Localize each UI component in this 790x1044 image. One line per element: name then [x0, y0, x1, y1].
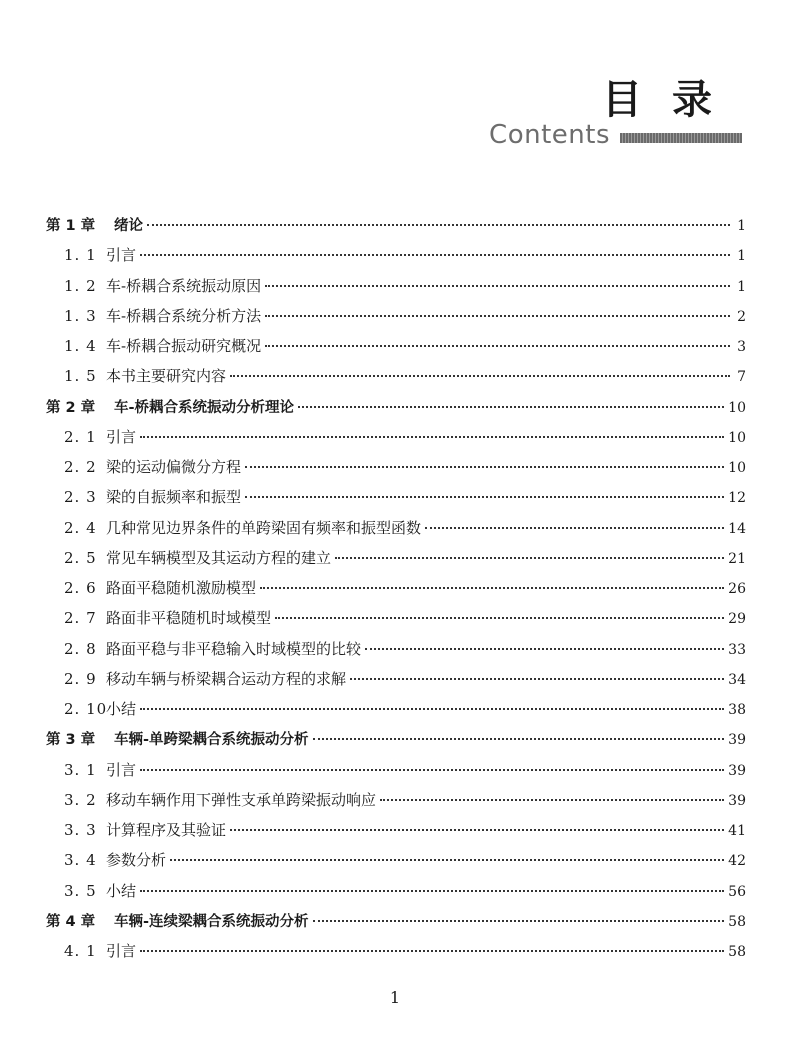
toc-page-number: 14 [728, 520, 746, 537]
dot-leader [265, 315, 730, 317]
toc-page-number: 41 [728, 823, 746, 839]
toc-number: 2. 5 [64, 548, 97, 567]
dot-leader [147, 224, 730, 226]
toc-page-number: 33 [728, 641, 746, 658]
dot-leader [245, 496, 724, 498]
dot-leader [170, 859, 724, 861]
dot-leader [313, 738, 725, 740]
toc-section[interactable] [46, 547, 746, 577]
toc-section[interactable] [46, 759, 746, 789]
toc-section[interactable] [46, 789, 746, 819]
toc-chapter[interactable] [46, 728, 746, 758]
toc-title: 车-桥耦合振动研究概况 [106, 337, 262, 355]
toc-number: 第 4 章 [46, 913, 96, 930]
toc-title: 车-桥耦合系统振动分析理论 [114, 399, 295, 416]
dot-leader [140, 254, 730, 256]
toc-section[interactable] [46, 638, 746, 668]
subtitle-row [489, 122, 742, 148]
toc-title: 引言 [106, 942, 137, 960]
toc-page-number: 7 [737, 369, 746, 386]
toc-page-number: 1 [737, 218, 746, 234]
toc-title: 车辆-单跨梁耦合系统振动分析 [114, 732, 309, 749]
toc-page-number: 34 [728, 671, 746, 688]
toc-title: 计算程序及其验证 [106, 821, 227, 839]
toc-title: 路面平稳与非平稳输入时域模型的比较 [106, 639, 362, 658]
toc-chapter[interactable] [46, 214, 746, 244]
toc-section[interactable] [46, 517, 746, 547]
toc-page-number: 1 [737, 278, 746, 295]
toc-page-number: 21 [728, 550, 746, 567]
toc-title: 参数分析 [106, 851, 167, 870]
toc-section[interactable] [46, 607, 746, 637]
toc-page-number: 3 [737, 339, 746, 355]
toc-title: 引言 [106, 427, 137, 446]
toc-section[interactable] [46, 819, 746, 849]
dot-leader [140, 708, 724, 710]
toc-page-number: 26 [728, 581, 746, 597]
dot-leader [313, 920, 725, 922]
toc-title: 几种常见边界条件的单跨梁固有频率和振型函数 [106, 518, 422, 537]
dot-leader [245, 466, 724, 468]
toc-title: 车辆-连续梁耦合系统振动分析 [114, 913, 309, 930]
dot-leader [265, 345, 730, 347]
toc-page-number: 2 [737, 308, 746, 325]
toc-number: 1. 3 [64, 306, 97, 325]
dot-leader [275, 617, 724, 619]
toc-page-number: 56 [728, 883, 746, 900]
toc-chapter[interactable] [46, 396, 746, 426]
toc-chapter[interactable] [46, 910, 746, 940]
toc-page-number: 39 [728, 792, 746, 809]
toc-number: 2. 3 [64, 488, 97, 507]
page-title: 目录 [602, 77, 742, 123]
toc-title: 梁的自振频率和振型 [106, 488, 242, 507]
dot-leader [298, 406, 724, 408]
toc-page-number: 1 [737, 248, 746, 265]
toc-title: 引言 [106, 246, 137, 265]
toc-number: 2. 1 [64, 427, 97, 446]
dot-leader [260, 587, 724, 589]
toc-title: 常见车辆模型及其运动方程的建立 [106, 548, 332, 567]
toc-number: 1. 5 [64, 367, 97, 386]
toc-title: 移动车辆与桥梁耦合运动方程的求解 [106, 669, 347, 688]
toc-section[interactable] [46, 849, 746, 879]
toc-page-number: 12 [728, 490, 746, 507]
dot-leader [140, 950, 724, 952]
toc-page-number: 38 [728, 702, 746, 718]
toc-title: 绪论 [114, 218, 143, 234]
toc-number: 3. 4 [64, 851, 97, 870]
toc-page-number: 58 [728, 913, 746, 930]
toc-section[interactable] [46, 365, 746, 395]
toc-number: 1. 4 [64, 337, 97, 355]
toc-number: 2. 6 [64, 579, 97, 597]
toc-page-number: 42 [728, 853, 746, 870]
toc-number: 4. 1 [64, 942, 97, 960]
toc-title: 车-桥耦合系统振动原因 [106, 276, 262, 295]
toc-section[interactable] [46, 275, 746, 305]
toc-section[interactable] [46, 698, 746, 728]
toc-page-number: 10 [728, 429, 746, 446]
page-header [0, 0, 790, 170]
toc-section[interactable] [46, 577, 746, 607]
toc-title: 引言 [106, 760, 137, 779]
toc-section[interactable] [46, 244, 746, 274]
toc-number: 2. 10 [64, 700, 108, 718]
dot-leader [350, 678, 724, 680]
dot-leader [265, 285, 730, 287]
toc-number: 1. 2 [64, 276, 97, 295]
toc-number: 2. 8 [64, 639, 97, 658]
toc-number: 1. 1 [64, 246, 97, 265]
toc-section[interactable] [46, 880, 746, 910]
toc-page-number: 29 [728, 611, 746, 628]
dot-leader [230, 375, 730, 377]
toc-number: 3. 3 [64, 821, 97, 839]
page-number: 1 [389, 988, 401, 1007]
toc-title: 小结 [106, 881, 137, 900]
dot-leader [335, 557, 724, 559]
decorative-bar [620, 133, 742, 143]
toc-section[interactable] [46, 940, 746, 970]
dot-leader [140, 769, 724, 771]
toc-section[interactable] [46, 668, 746, 698]
toc-title: 移动车辆作用下弹性支承单跨梁振动响应 [106, 790, 377, 809]
page-subtitle: Contents [489, 120, 610, 150]
dot-leader [365, 648, 724, 650]
toc-title: 梁的运动偏微分方程 [106, 458, 242, 476]
toc-number: 3. 2 [64, 790, 97, 809]
toc-number: 第 3 章 [46, 732, 96, 749]
toc-section[interactable] [46, 456, 746, 486]
toc-title: 路面平稳随机激励模型 [106, 579, 257, 597]
toc-section[interactable] [46, 486, 746, 516]
toc-title: 车-桥耦合系统分析方法 [106, 306, 262, 325]
toc-section[interactable] [46, 305, 746, 335]
dot-leader [140, 890, 724, 892]
toc-page-number: 39 [728, 762, 746, 779]
dot-leader [140, 436, 724, 438]
dot-leader [230, 829, 724, 831]
toc-number: 第 1 章 [46, 218, 96, 234]
dot-leader [380, 799, 724, 801]
toc-number: 2. 4 [64, 518, 97, 537]
toc-page-number: 10 [728, 399, 746, 416]
toc-title: 本书主要研究内容 [106, 367, 227, 386]
toc-number: 第 2 章 [46, 399, 96, 416]
toc-title: 小结 [106, 700, 137, 718]
toc-section[interactable] [46, 426, 746, 456]
toc-number: 3. 5 [64, 881, 97, 900]
toc-page-number: 10 [728, 460, 746, 476]
dot-leader [425, 527, 724, 529]
toc-title: 路面非平稳随机时域模型 [106, 609, 272, 628]
toc-page-number: 39 [728, 732, 746, 749]
toc-number: 3. 1 [64, 760, 97, 779]
toc-section[interactable] [46, 335, 746, 365]
toc-page-number: 58 [728, 944, 746, 960]
toc-number: 2. 9 [64, 669, 97, 688]
toc-number: 2. 2 [64, 458, 97, 476]
table-of-contents [46, 214, 746, 970]
toc-number: 2. 7 [64, 609, 97, 628]
